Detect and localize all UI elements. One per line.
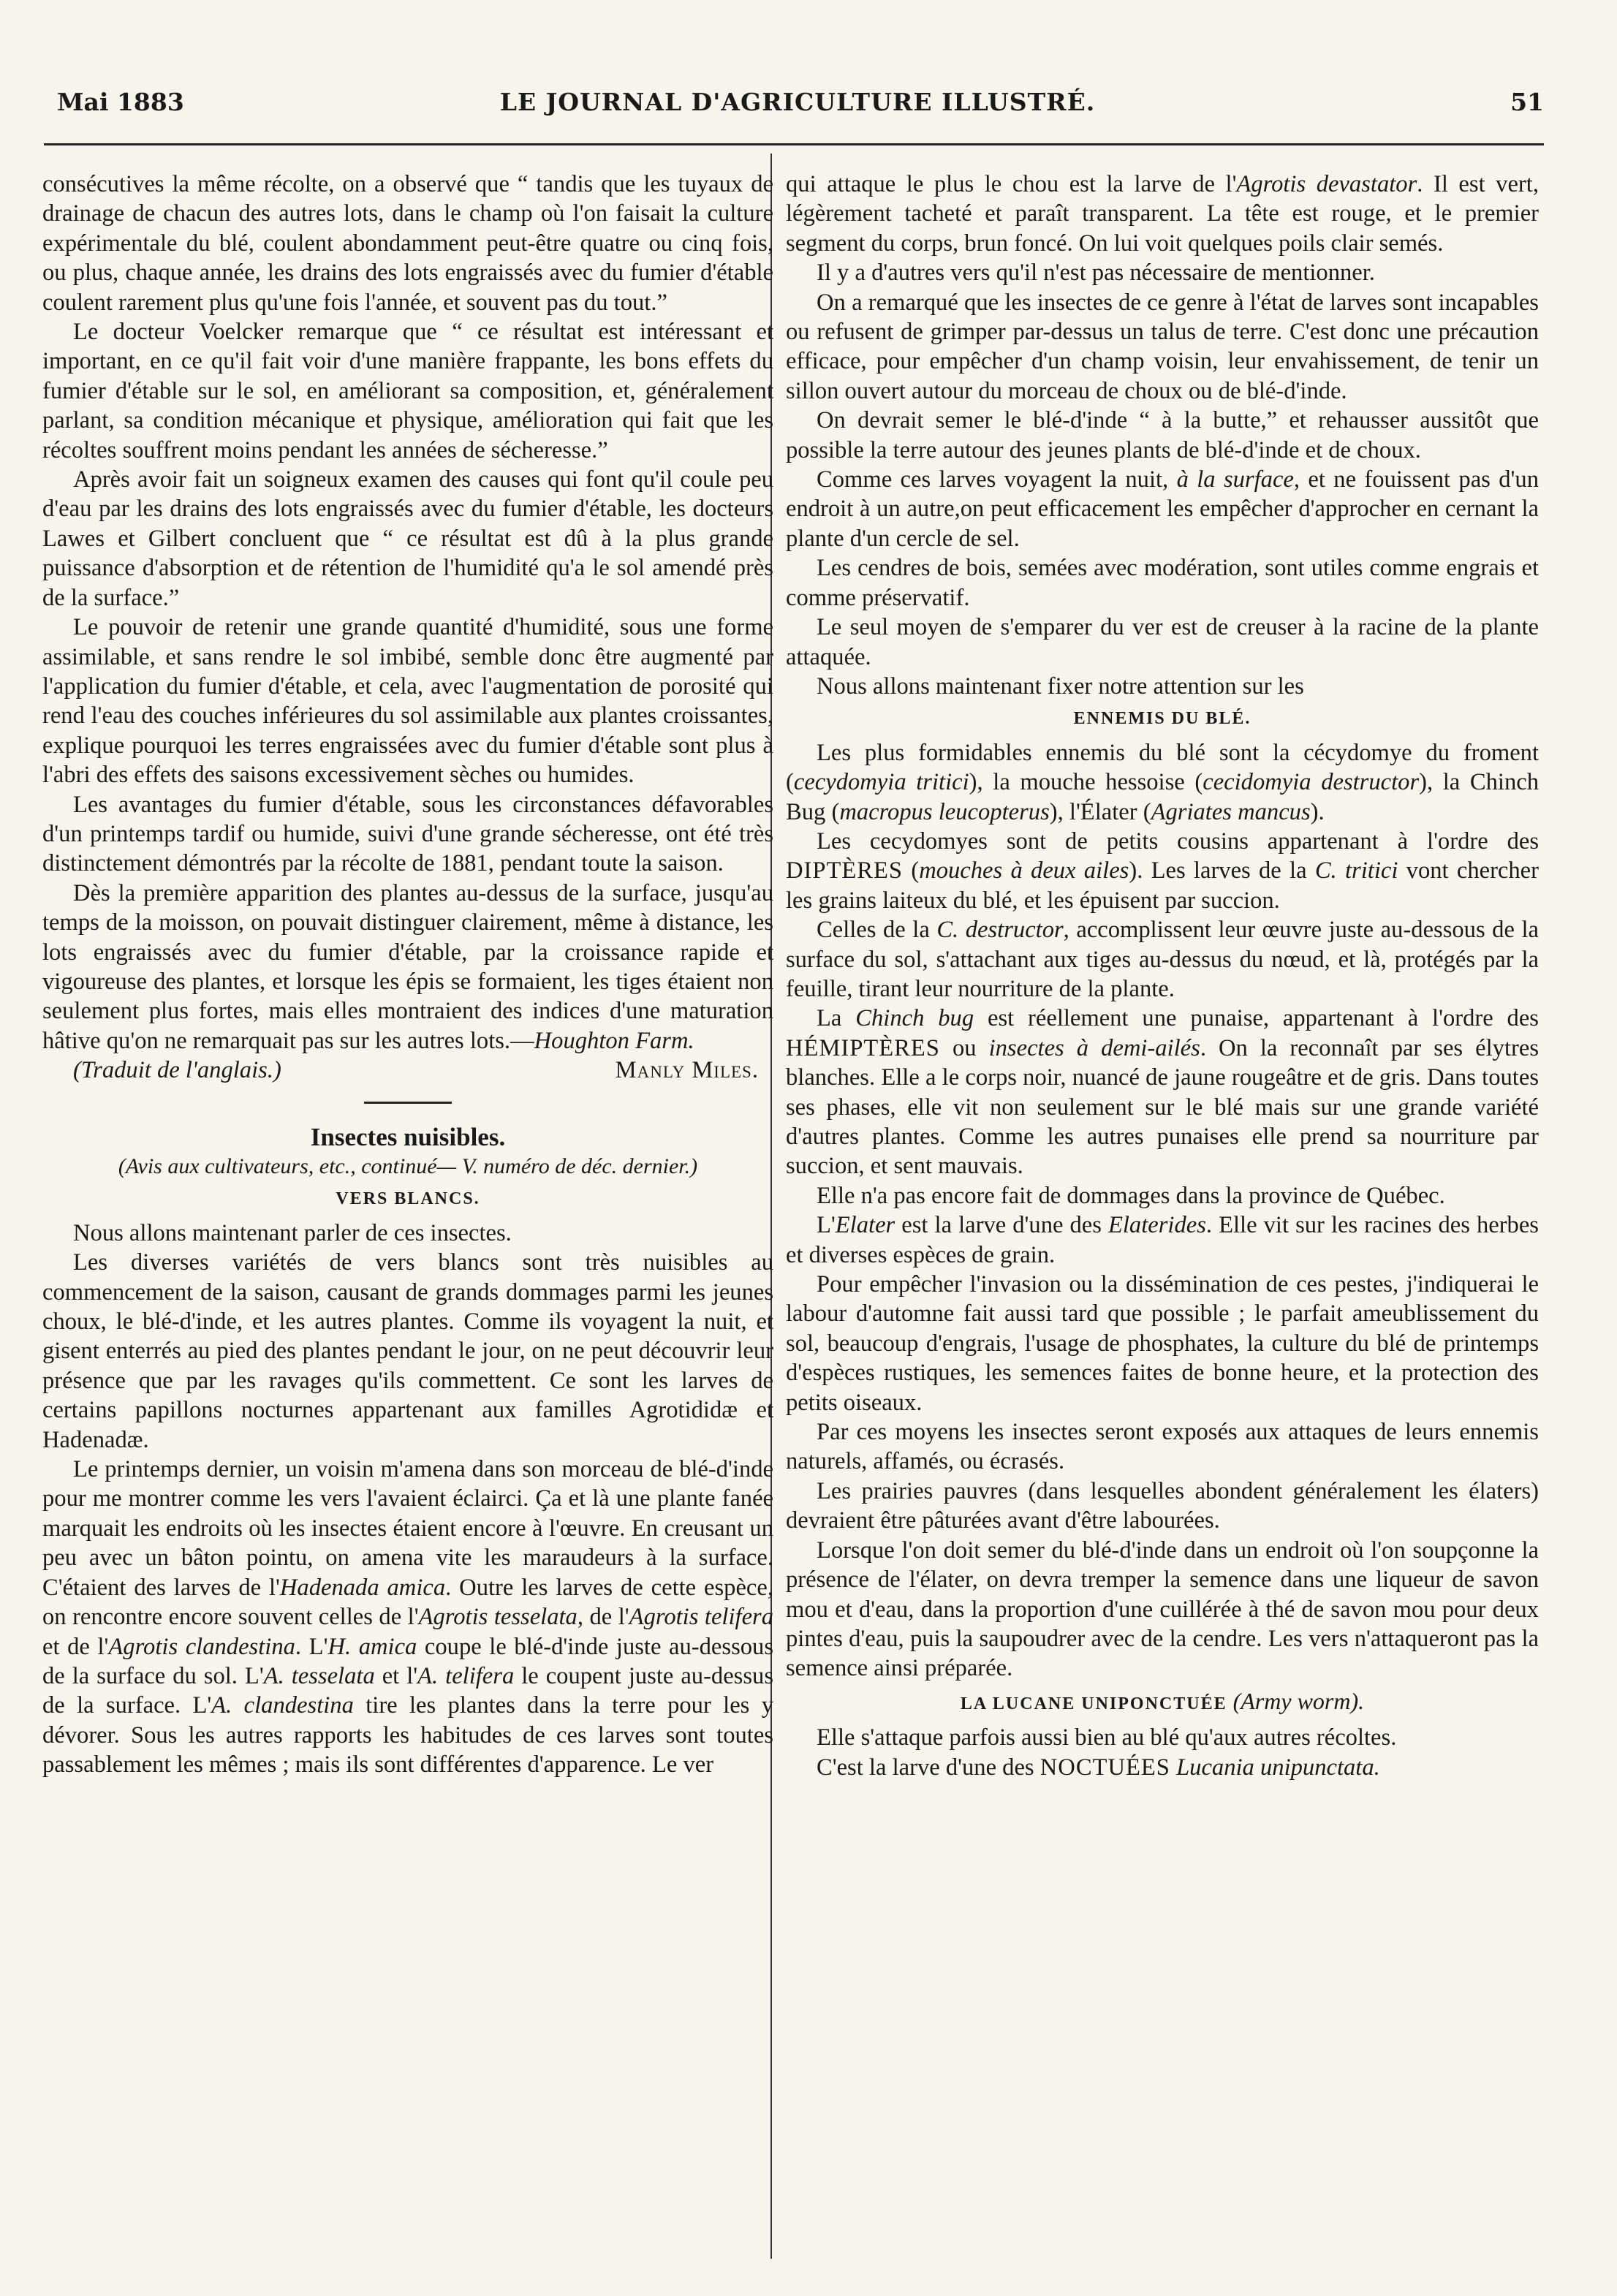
text: , accomplissent leur œuvre juste au-dessous de la surface du sol, s'attachant aux tiges au-dessus du nœud, et là, protégés par la feuille, tirant leur nourriture de la plante. — [786, 917, 1539, 1002]
species-name: C. tritici — [1314, 857, 1398, 884]
text: coupe le blé-d'inde juste au-dessous de la surface du sol. L' — [42, 1633, 773, 1689]
paragraph: Par ces moyens les insectes seront exposés aux attaques de leurs ennemis naturels, affamés, ou écrasés. — [786, 1419, 1539, 1475]
text: . Elle vit sur les racines des herbes et diverses espèces de grain. — [786, 1212, 1539, 1268]
species-name: cecidomyia destructor — [1203, 769, 1420, 796]
text: qui attaque le plus le chou est la larve de l' — [786, 171, 1237, 197]
text: . Outre les larves de cette espèce, on rencontre encore souvent celles de l' — [42, 1574, 773, 1631]
paragraph: Il y a d'autres vers qu'il n'est pas nécessaire de mentionner. — [817, 259, 1375, 287]
species-name: A. clandestina — [211, 1692, 354, 1719]
paragraph — [786, 170, 1539, 258]
paragraph: Nous allons maintenant fixer notre attention sur les — [817, 672, 1304, 700]
article-title: Insectes nuisibles. — [310, 1122, 506, 1151]
paragraph: Les cendres de bois, semées avec modération, sont utiles comme engrais et comme préservatif. — [786, 555, 1539, 611]
section-heading-text: LA LUCANE UNIPONCTUÉE — [960, 1694, 1227, 1713]
paragraph: On a remarqué que les insectes de ce genre à l'état de larves sont incapables ou refusent de grimper par-dessus un talus de terre. C'est donc une précaution efficace, pour empêcher d'un champ voisin, leur envahissement, de tenir un sillon ouvert autour du morceau de choux ou de blé-d'inde. — [786, 289, 1539, 404]
text — [1170, 1754, 1176, 1781]
paragraph: Le docteur Voelcker remarque que “ ce résultat est intéressant et important, en ce qu'il fait voir d'une manière frappante, les bons effets du fumier d'étable sur le sol, en améliorant sa composition, et, généralement parlant, sa condition mécanique et physique, amélioration qui fait que les récoltes souffrent moins pendant les années de sécheresse.” — [42, 319, 773, 463]
text: ), l'Élater ( — [1049, 798, 1151, 825]
paragraph: Nous allons maintenant parler de ces insectes. — [73, 1219, 512, 1246]
section-heading: VERS BLANCS. — [336, 1189, 480, 1209]
paragraph — [786, 1753, 1539, 1782]
paragraph: Pour empêcher l'invasion ou la dissémination de ces pestes, j'indiquerai le labour d'automne fait aussi tard que possible ; le parfait ameublissement du sol, beaucoup d'engrais, l'usage de phosphates, la culture du blé de printemps d'espèces rustiques, les semences faites de bonne heure, et la protection des petits oiseaux. — [786, 1271, 1539, 1416]
page-header — [44, 88, 1551, 132]
section-heading — [786, 1686, 1539, 1719]
order-name: HÉMIPTÈRES — [786, 1034, 940, 1061]
translation-note: (Traduit de l'anglais.) — [73, 1057, 281, 1084]
text: Le printemps dernier, un voisin m'amena dans son morceau de blé-d'inde pour me montrer comme les vers l'avaient éclairci. Ça et là une plante fanée marquait les endroits où les insectes étaient encore à l'œuvre. En creusant un peu avec un bâton pointu, on amena vite les maraudeurs à la surface. C'étaient des larves de l' — [42, 1456, 773, 1601]
text: . Il est vert, légèrement tacheté et paraît transparent. La tête est rouge, et le premier segment du corps, brun foncé. On lui voit quelques poils clair semés. — [786, 171, 1539, 257]
text: Les plus formidables ennemis du blé sont la cécydomye du froment ( — [786, 739, 1539, 796]
text: est la larve d'une des — [895, 1212, 1108, 1239]
text: . L' — [295, 1633, 328, 1660]
text: tire les plantes dans la terre pour les y dévorer. Sous les autres rapports les habitudes de ces larves sont toutes passablement les mêmes ; mais ils sont différentes d'apparence. Le ver — [42, 1692, 773, 1778]
paragraph: consécutives la même récolte, on a observé que “ tandis que les tuyaux de drainage de chacun des autres lots, dans le champ où l'on faisait la culture expérimentale du blé, coulent abondamment peut-être quatre ou cinq fois, ou plus, chaque année, les drains des lots engraissés avec du fumier d'étable coulent rarement plus qu'une fois l'année, et souvent pas du tout.” — [42, 171, 773, 316]
emphasis: mouches à deux ailes — [919, 857, 1129, 884]
species-name: A. tesselata — [263, 1662, 375, 1689]
text: La — [817, 1005, 856, 1032]
emphasis: à la surface — [1176, 466, 1294, 493]
paragraph — [786, 465, 1539, 553]
species-name: macropus leucopterus — [839, 798, 1050, 825]
paragraph: Elle n'a pas encore fait de dommages dans la province de Québec. — [817, 1182, 1445, 1209]
paragraph — [786, 827, 1539, 915]
species-name: Chinch bug — [855, 1005, 974, 1032]
text: vont chercher les grains laiteux du blé, et les épuisent par succion. — [786, 857, 1539, 914]
species-name: Elater — [835, 1212, 895, 1239]
source-name: Houghton Farm. — [534, 1027, 694, 1054]
text: Celles de la — [817, 917, 937, 944]
article-subtitle: (Avis aux cultivateurs, etc., continué— V. numéro de déc. dernier.) — [118, 1154, 698, 1178]
text: Comme ces larves voyagent la nuit, — [817, 466, 1177, 493]
section-heading-english: (Army worm). — [1227, 1687, 1365, 1714]
text: ou — [939, 1034, 989, 1061]
paragraph: Les diverses variétés de vers blancs sont très nuisibles au commencement de la saison, causant de grands dommages parmi les jeunes choux, le blé-d'inde, et les autres plantes. Comme ils voyagent la nuit, et gisent enterrés au pied des plantes pendant le jour, on ne peut découvrir leur présence que par les ravages qu'ils commettent. Ce sont les larves de certains papillons nocturnes appartenant aux familles Agrotididæ et Hadenadæ. — [42, 1249, 773, 1453]
text: ), la mouche hessoise ( — [969, 769, 1203, 796]
signature-line — [42, 1056, 773, 1085]
species-name: Agrotis telifera — [629, 1604, 773, 1631]
paragraph: Après avoir fait un soigneux examen des causes qui font qu'il coule peu d'eau par les drains des lots engraissés avec du fumier d'étable, les docteurs Lawes et Gilbert concluent que “ ce résultat est dû à la plus grande puissance d'absorption et de rétention de l'humidité qu'a le sol amendé près de la surface.” — [42, 466, 773, 611]
section-heading: ENNEMIS DU BLÉ. — [1073, 709, 1251, 729]
species-name: Agrotis devastator — [1236, 171, 1417, 197]
text: est réellement une punaise, appartenant à l'ordre des — [974, 1005, 1539, 1032]
species-name: Agrotis clandestina — [108, 1633, 295, 1660]
species-name: C. destructor — [936, 917, 1064, 944]
text: C'est la larve d'une des — [817, 1754, 1040, 1781]
paragraph — [786, 1210, 1539, 1270]
text: Dès la première apparition des plantes au-dessus de la surface, jusqu'au temps de la moisson, on pouvait distinguer clairement, même à distance, les lots engraissés avec du fumier d'étable, par la croissance rapide et vigoureuse des plantes, et lorsque les épis se formaient, les tiges étaient non seulement plus fortes, mais elles montraient des indices d'une maturation hâtive qu'on ne remarquait pas sur les autres lots.— — [42, 879, 773, 1054]
author-name: Manly Miles. — [615, 1057, 759, 1084]
species-name: cecydomyia tritici — [793, 769, 969, 796]
text: et de l' — [42, 1633, 109, 1660]
text: . On la reconnaît par ses élytres blanches. Elle a le corps noir, nuancé de jaune rougeâtre et de gris. Dans toutes ses phases, elle vit non seulement sur le blé mais sur une grande variété d'autres plantes. Comme les autres punaises elle prend sa nourriture par succion, et sent mauvais. — [786, 1034, 1539, 1180]
text: ( — [903, 857, 920, 884]
species-name: A. telifera — [417, 1662, 515, 1689]
order-name: DIPTÈRES — [786, 857, 904, 884]
right-column — [786, 170, 1539, 1782]
text: Les cecydomyes sont de petits cousins appartenant à l'ordre des — [817, 827, 1539, 855]
journal-title: LE JOURNAL D'AGRICULTURE ILLUSTRÉ. — [499, 88, 1096, 116]
paragraph: Le seul moyen de s'emparer du ver est de creuser à la racine de la plante attaquée. — [786, 614, 1539, 670]
paragraph: Le pouvoir de retenir une grande quantité d'humidité, sous une forme assimilable, et sans rendre le sol imbibé, semble donc être augmenté par l'application du fumier d'étable, et cela, avec l'augmentation de porosité qui rend l'eau des couches inférieures du sol assimilable aux plantes croissantes, explique pourquoi les terres engraissées avec du fumier d'étable sont plus à l'abri des effets des saisons excessivement sèches ou humides. — [42, 614, 773, 789]
paragraph: Les avantages du fumier d'étable, sous les circonstances défavorables d'un printemps tardif ou humide, suivi d'une grande sécheresse, ont été très distinctement démontrés par la récolte de 1881, pendant toute la saison. — [42, 791, 773, 877]
text: , et ne fouissent pas d'un endroit à un autre,on peut efficacement les empêcher d'approcher en cernant la plante d'un cercle de sel. — [786, 466, 1539, 552]
paragraph: On devrait semer le blé-d'inde “ à la butte,” et rehausser aussitôt que possible la terre autour des jeunes plants de blé-d'inde et de choux. — [786, 407, 1539, 463]
page-number: 51 — [1510, 88, 1544, 116]
emphasis: insectes à demi-ailés — [988, 1034, 1200, 1061]
paragraph — [786, 1004, 1539, 1181]
species-name: H. amica — [327, 1633, 417, 1660]
text: ). — [1310, 798, 1325, 825]
species-name: Agriates mancus — [1151, 798, 1311, 825]
paragraph: Lorsque l'on doit semer du blé-d'inde dans un endroit où l'on soupçonne la présence de l'élater, on devra tremper la semence dans une liqueur de savon mou et d'eau, dans la proportion d'une cuillérée à thé de savon mou pour deux pintes d'eau, puis la saupoudrer avec de la cendre. Les vers n'attaqueront pas la semence ainsi préparée. — [786, 1537, 1539, 1682]
species-name: Elaterides — [1107, 1212, 1206, 1239]
paragraph — [786, 915, 1539, 1004]
text: et l' — [374, 1662, 418, 1689]
species-name: Hadenada amica — [279, 1574, 446, 1601]
text: L' — [817, 1212, 836, 1239]
paragraph: Les prairies pauvres (dans lesquelles abondent généralement les élaters) devraient être pâturées avant d'être labourées. — [786, 1477, 1539, 1534]
paragraph — [42, 1455, 773, 1779]
text: ). Les larves de la — [1129, 857, 1315, 884]
paragraph: Elle s'attaque parfois aussi bien au blé qu'aux autres récoltes. — [817, 1724, 1397, 1751]
paragraph — [42, 879, 773, 1056]
text: le coupent juste au-dessus de la surface. L' — [42, 1662, 773, 1719]
species-name: Agrotis tesselata — [418, 1604, 578, 1631]
text: ), la Chinch Bug ( — [786, 769, 1539, 825]
article-divider — [364, 1102, 452, 1104]
issue-date: Mai 1883 — [57, 88, 184, 116]
paragraph — [786, 738, 1539, 827]
header-rule — [44, 143, 1544, 145]
text: , de l' — [577, 1604, 629, 1631]
order-name: NOCTUÉES — [1040, 1754, 1170, 1781]
species-name: Lucania unipunctata. — [1176, 1754, 1380, 1781]
left-column — [42, 170, 773, 1780]
